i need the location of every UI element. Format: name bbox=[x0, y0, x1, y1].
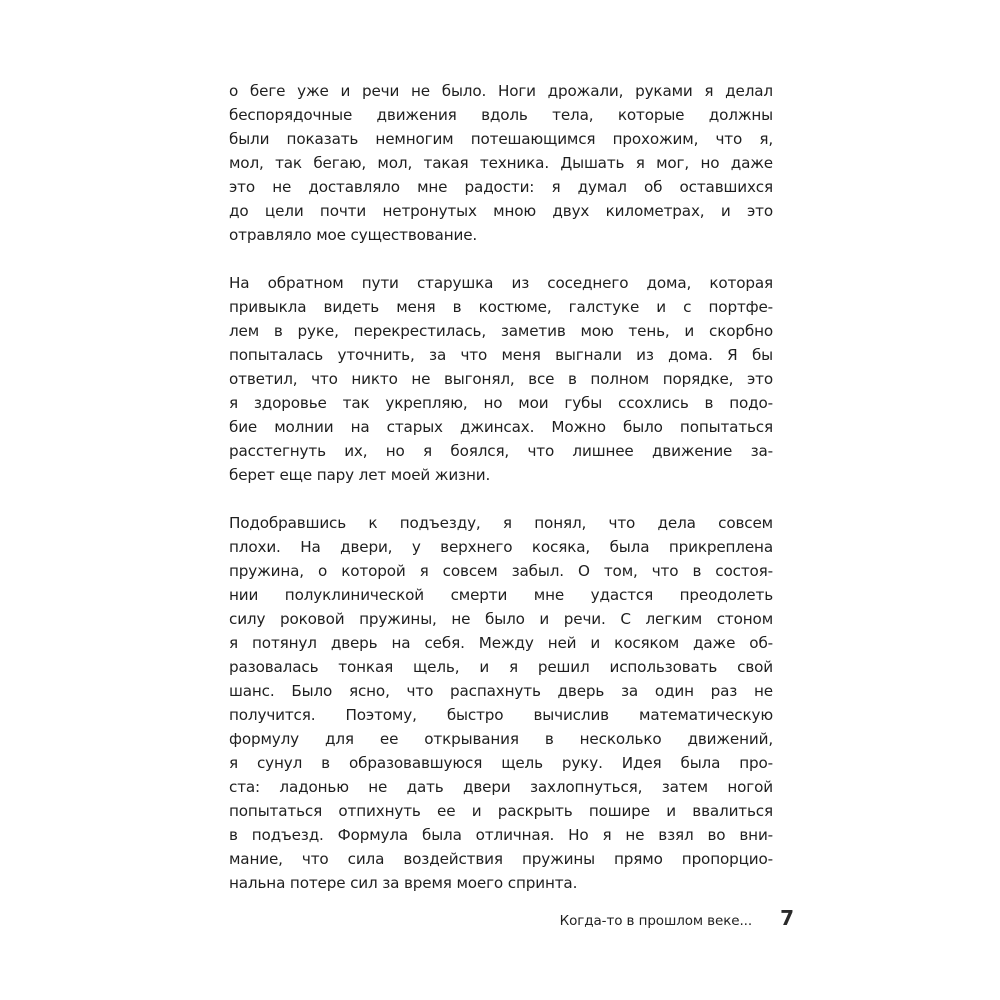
text-line: пружина, о которой я совсем забыл. О том, что в состоя- bbox=[229, 562, 773, 580]
text-line: шанс. Было ясно, что распахнуть дверь за один раз не bbox=[229, 682, 773, 700]
page-footer bbox=[560, 906, 794, 930]
text-line: это не доставляло мне радости: я думал об оставшихся bbox=[229, 178, 773, 196]
text-line: попытаться отпихнуть ее и раскрыть пошире и ввалиться bbox=[229, 802, 773, 820]
text-line: я потянул дверь на себя. Между ней и косяком даже об- bbox=[229, 634, 773, 652]
paragraph-1 bbox=[229, 79, 773, 247]
text-line: плохи. На двери, у верхнего косяка, была прикреплена bbox=[229, 538, 773, 556]
paragraph-3 bbox=[229, 511, 773, 895]
text-line: лем в руке, перекрестилась, заметив мою тень, и скорбно bbox=[229, 322, 773, 340]
text-line: в подъезд. Формула была отличная. Но я не взял во вни- bbox=[229, 826, 773, 844]
text-line: расстегнуть их, но я боялся, что лишнее движение за- bbox=[229, 442, 773, 460]
text-line: ста: ладонью не дать двери захлопнуться, затем ногой bbox=[229, 778, 773, 796]
text-line: получится. Поэтому, быстро вычислив математическую bbox=[229, 706, 773, 724]
text-line: бие молнии на старых джинсах. Можно было попытаться bbox=[229, 418, 773, 436]
text-line: о беге уже и речи не было. Ноги дрожали, руками я делал bbox=[229, 82, 773, 100]
text-line: разовалась тонкая щель, и я решил использовать свой bbox=[229, 658, 773, 676]
text-line: попыталась уточнить, за что меня выгнали из дома. Я бы bbox=[229, 346, 773, 364]
text-line: до цели почти нетронутых мною двух километрах, и это bbox=[229, 202, 773, 220]
text-line: берет еще пару лет моей жизни. bbox=[229, 466, 491, 484]
text-line: мание, что сила воздействия пружины прямо пропорцио- bbox=[229, 850, 773, 868]
text-line: На обратном пути старушка из соседнего дома, которая bbox=[229, 274, 773, 292]
text-line: беспорядочные движения вдоль тела, которые должны bbox=[229, 106, 773, 124]
text-line: я здоровье так укрепляю, но мои губы ссохлись в подо- bbox=[229, 394, 773, 412]
text-line: нии полуклинической смерти мне удастся преодолеть bbox=[229, 586, 773, 604]
paragraph-2 bbox=[229, 271, 773, 487]
page-number: 7 bbox=[780, 906, 794, 930]
text-line: я сунул в образовавшуюся щель руку. Идея была про- bbox=[229, 754, 773, 772]
body-text bbox=[229, 79, 773, 919]
text-line: привыкла видеть меня в костюме, галстуке и с портфе- bbox=[229, 298, 773, 316]
text-line: мол, так бегаю, мол, такая техника. Дышать я мог, но даже bbox=[229, 154, 773, 172]
text-line: отравляло мое существование. bbox=[229, 226, 478, 244]
running-title: Когда-то в прошлом веке... bbox=[559, 913, 753, 929]
text-line: Подобравшись к подъезду, я понял, что дела совсем bbox=[229, 514, 773, 532]
text-line: ответил, что никто не выгонял, все в полном порядке, это bbox=[229, 370, 773, 388]
text-line: формулу для ее открывания в несколько движений, bbox=[229, 730, 773, 748]
text-line: силу роковой пружины, не было и речи. С легким стоном bbox=[229, 610, 773, 628]
text-line: нальна потере сил за время моего спринта. bbox=[229, 874, 578, 892]
text-line: были показать немногим потешающимся прохожим, что я, bbox=[229, 130, 773, 148]
